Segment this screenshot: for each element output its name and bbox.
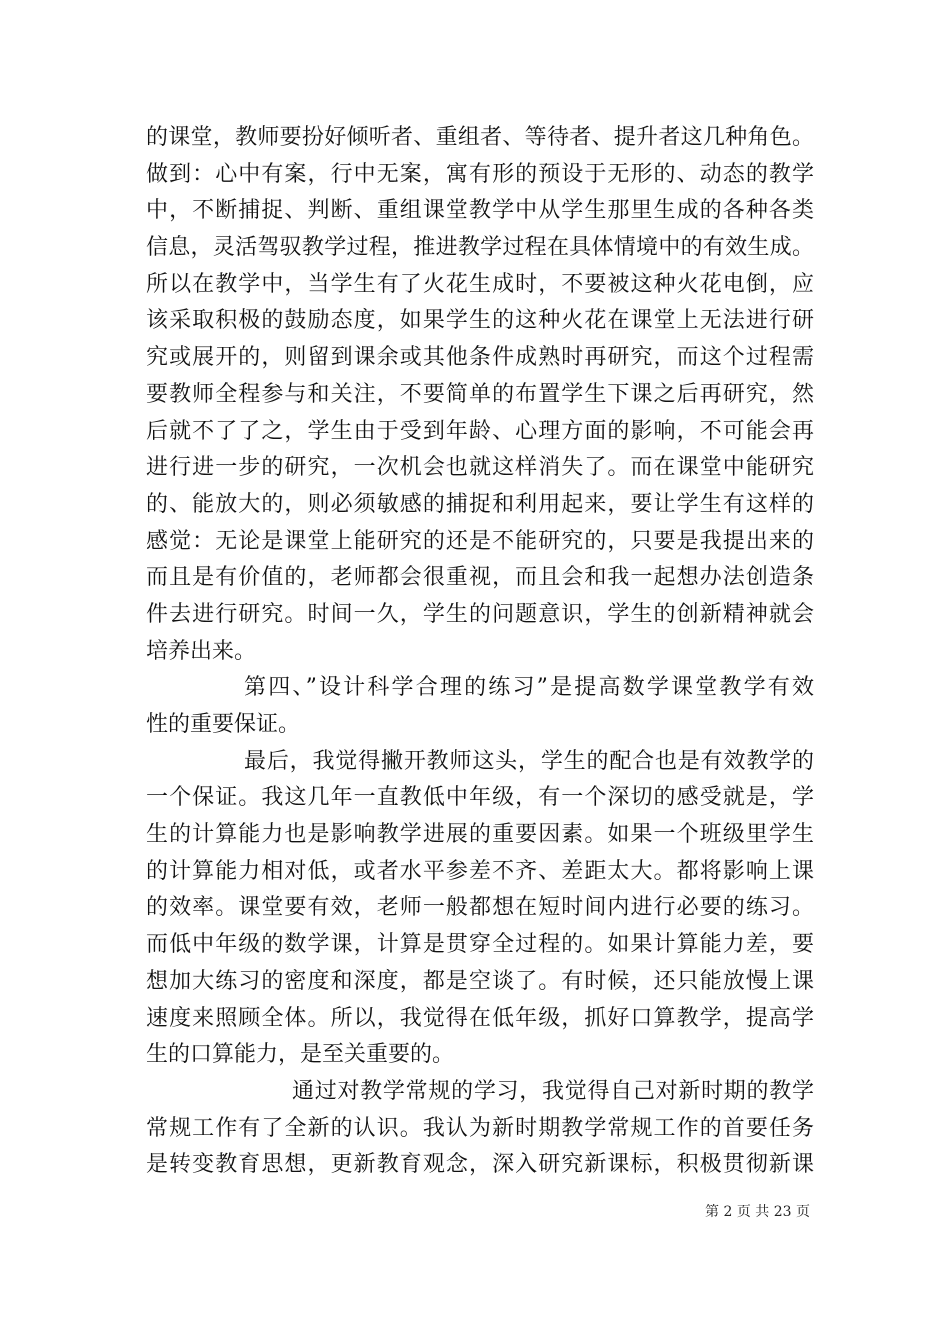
text-line: 进行进一步的研究，一次机会也就这样消失了。而在课堂中能研究 bbox=[146, 455, 814, 481]
text-line: 做到：心中有案，行中无案，寓有形的预设于无形的、动态的教学 bbox=[146, 161, 814, 187]
text-line: 最后，我觉得撇开教师这头，学生的配合也是有效教学的 bbox=[244, 748, 814, 774]
text-line: 通过对教学常规的学习，我觉得自己对新时期的教学 bbox=[292, 1078, 814, 1104]
text-line: 常规工作有了全新的认识。我认为新时期教学常规工作的首要任务 bbox=[146, 1115, 814, 1141]
text-line: 的、能放大的，则必须敏感的捕捉和利用起来，要让学生有这样的 bbox=[146, 491, 814, 517]
text-line: 该采取积极的鼓励态度，如果学生的这种火花在课堂上无法进行研 bbox=[146, 308, 814, 334]
text-line: 而低中年级的数学课，计算是贯穿全过程的。如果计算能力差，要 bbox=[146, 932, 814, 958]
text-line: 的计算能力相对低，或者水平参差不齐、差距太大。都将影响上课 bbox=[146, 858, 814, 884]
page-number-footer: 第 2 页 共 23 页 bbox=[705, 1204, 810, 1220]
text-line: 感觉：无论是课堂上能研究的还是不能研究的，只要是我提出来的 bbox=[146, 528, 814, 554]
text-line: 培养出来。 bbox=[146, 638, 257, 664]
text-line: 后就不了了之，学生由于受到年龄、心理方面的影响，不可能会再 bbox=[146, 418, 814, 444]
text-line: 要教师全程参与和关注，不要简单的布置学生下课之后再研究，然 bbox=[146, 381, 814, 407]
text-line: 件去进行研究。时间一久，学生的问题意识，学生的创新精神就会 bbox=[146, 601, 814, 627]
section-heading-line: 性的重要保证。 bbox=[146, 712, 301, 737]
section-heading-line: 第四、”设计科学合理的练习”是提高数学课堂教学有效 bbox=[244, 675, 814, 701]
text-line: 的课堂，教师要扮好倾听者、重组者、等待者、提升者这几种角色。 bbox=[146, 125, 814, 150]
text-line: 一个保证。我这几年一直教低中年级，有一个深切的感受就是，学 bbox=[146, 785, 814, 811]
text-line: 速度来照顾全体。所以，我觉得在低年级，抓好口算教学，提高学 bbox=[146, 1005, 814, 1031]
text-line: 信息，灵活驾驭教学过程，推进教学过程在具体情境中的有效生成。 bbox=[146, 235, 814, 261]
text-line: 生的计算能力也是影响教学进展的重要因素。如果一个班级里学生 bbox=[146, 822, 814, 848]
text-line: 的效率。课堂要有效，老师一般都想在短时间内进行必要的练习。 bbox=[146, 895, 814, 921]
body-text bbox=[146, 120, 814, 1184]
text-line: 究或展开的，则留到课余或其他条件成熟时再研究，而这个过程需 bbox=[146, 345, 814, 371]
text-line: 所以在教学中，当学生有了火花生成时，不要被这种火花电倒，应 bbox=[146, 271, 814, 297]
text-line: 中，不断捕捉、判断、重组课堂教学中从学生那里生成的各种各类 bbox=[146, 198, 814, 224]
text-line: 是转变教育思想，更新教育观念，深入研究新课标，积极贯彻新课 bbox=[146, 1152, 814, 1178]
text-line: 想加大练习的密度和深度，都是空谈了。有时候，还只能放慢上课 bbox=[146, 968, 814, 994]
text-line: 而且是有价值的，老师都会很重视，而且会和我一起想办法创造条 bbox=[146, 565, 814, 591]
text-line: 生的口算能力，是至关重要的。 bbox=[146, 1042, 455, 1068]
